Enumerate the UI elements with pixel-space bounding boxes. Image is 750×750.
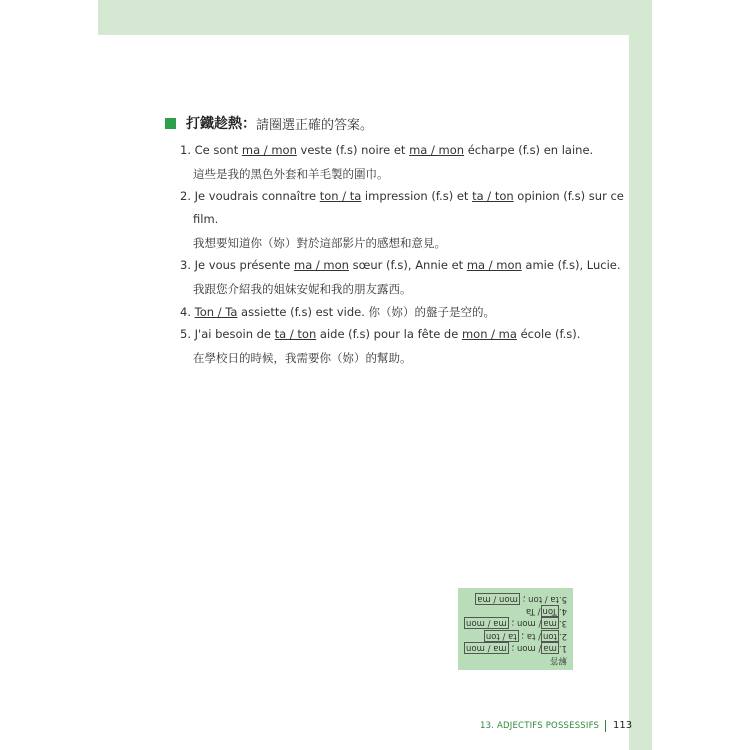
exercise-3-zh: 我跟您介紹我的姐妹安妮和我的朋友露西。 [193, 282, 412, 296]
answer-choice[interactable]: Ton / Ta [194, 305, 238, 319]
chapter-label: 13. ADJECTIFS POSSESSIFS [480, 721, 600, 731]
answer-boxed: ma [543, 618, 557, 629]
answer-choice[interactable]: mon / ma [461, 327, 517, 341]
exercise-text: opinion (f.s) sur ce [513, 189, 624, 203]
answer-number: 1. [558, 642, 567, 653]
answer-choice[interactable]: ma / mon [294, 258, 349, 272]
exercise-text: J'ai besoin de [194, 327, 275, 341]
answer-row [464, 629, 567, 641]
exercise-text: Ce sont [194, 143, 242, 157]
exercise-text: Je vous présente [194, 258, 294, 272]
answer-text: / ta ; [518, 630, 541, 641]
exercise-4-zh: 你（妳）的盤子是空的。 [368, 305, 496, 319]
answer-boxed: mon / ma [477, 593, 518, 604]
exercise-text: assiette (f.s) est vide. [237, 305, 369, 319]
answer-number: 4. [558, 606, 567, 617]
answer-choice[interactable]: ton / ta [319, 189, 362, 203]
answer-text: ta / ton [528, 593, 559, 604]
answer-number: 3. [558, 618, 567, 629]
exercise-5-fr [180, 327, 580, 341]
exercise-2-fr [180, 189, 624, 203]
exercise-5-zh: 在學校日的時候，我需要你（妳）的幫助。 [193, 351, 412, 365]
answer-boxed: Ton [542, 606, 557, 617]
page-number: 113 [613, 720, 633, 731]
exercise-text: école (f.s). [516, 327, 581, 341]
answer-text: / Ta [525, 606, 541, 617]
answer-boxed: ma [543, 642, 557, 653]
exercise-number: 2. [180, 189, 191, 203]
exercise-text: aide (f.s) pour la fête de [316, 327, 462, 341]
exercise-3-fr [180, 258, 621, 272]
exercise-text: sœur (f.s), Annie et [348, 258, 467, 272]
answer-text: / mon ; [508, 642, 542, 653]
exercise-2-fr-cont: film. [193, 212, 219, 226]
header-instruction: 請圈選正確的答案。 [256, 117, 374, 133]
answer-choice[interactable]: ma / mon [466, 258, 522, 272]
exercise-4-fr [180, 304, 495, 320]
exercise-text: Je voudrais connaître [194, 189, 320, 203]
answer-choice[interactable]: ma / mon [409, 143, 465, 157]
exercise-number: 1. [180, 143, 191, 157]
footer-divider [605, 720, 606, 732]
exercise-number: 5. [180, 327, 191, 341]
answer-row [464, 642, 567, 654]
answer-text: / mon ; [508, 618, 542, 629]
answer-boxed: ma / mon [466, 642, 507, 653]
answer-number: 2. [558, 630, 567, 641]
answer-row [464, 617, 567, 629]
answer-text: ; [519, 593, 529, 604]
answer-boxed: ma / mon [466, 618, 507, 629]
exercise-2-zh: 我想要知道你（妳）對於這部影片的感想和意見。 [193, 236, 446, 250]
answer-choice[interactable]: ta / ton [472, 189, 514, 203]
header-title: 打鐵趁熱： [186, 116, 256, 132]
exercise-text: écharpe (f.s) en laine. [464, 143, 594, 157]
exercise-text: amie (f.s), Lucie. [521, 258, 621, 272]
answer-number: 5. [558, 593, 567, 604]
answer-choice[interactable]: ta / ton [274, 327, 317, 341]
answer-key-title: 解答 [549, 655, 567, 665]
exercise-text: veste (f.s) noire et [296, 143, 410, 157]
exercise-text: impression (f.s) et [361, 189, 473, 203]
exercise-1-fr [180, 143, 593, 157]
answer-row [464, 593, 567, 605]
exercise-header [165, 113, 373, 133]
answer-key [458, 588, 573, 670]
answer-row [464, 605, 567, 617]
answer-boxed: ta / ton [485, 630, 517, 641]
green-square-icon [165, 118, 176, 129]
exercise-1-zh: 這些是我的黑色外套和羊毛製的圍巾。 [193, 167, 389, 181]
exercise-number: 4. [180, 305, 191, 319]
answer-choice[interactable]: ma / mon [241, 143, 297, 157]
answer-boxed: ton [542, 630, 557, 641]
exercise-number: 3. [180, 258, 191, 272]
